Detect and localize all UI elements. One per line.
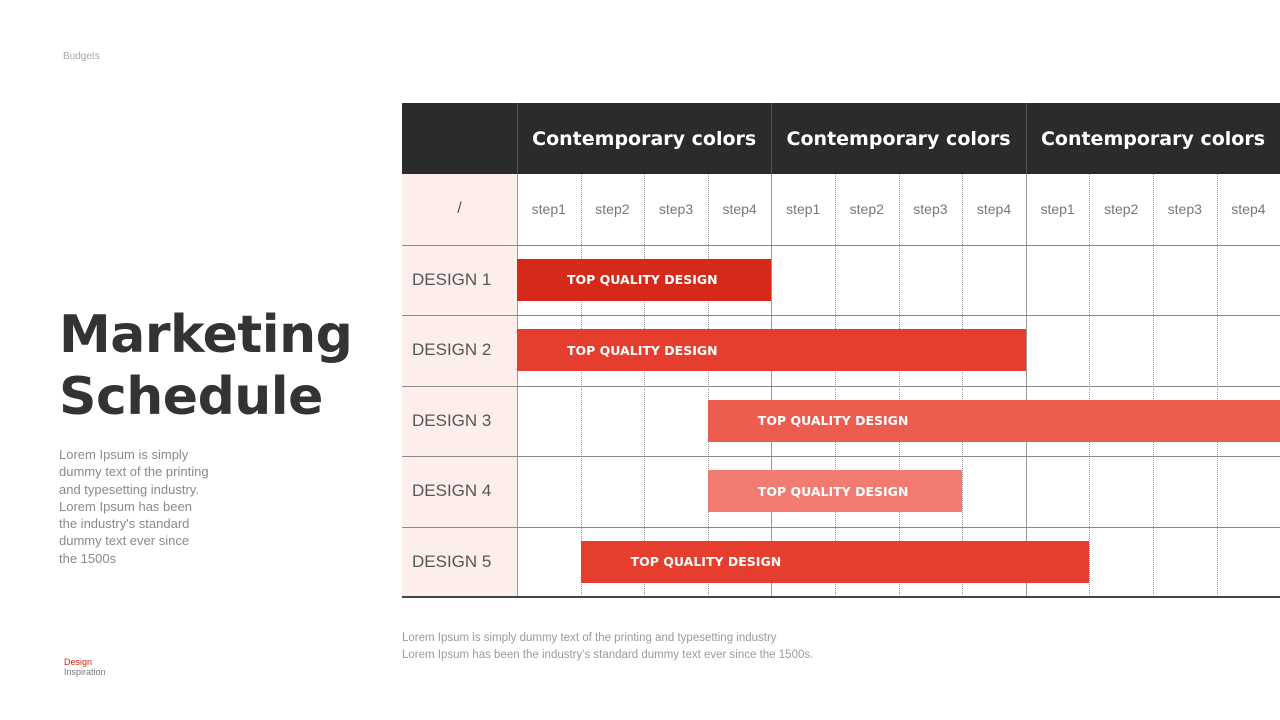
step-header: step2	[1104, 201, 1139, 217]
step-header: step4	[976, 201, 1012, 217]
group-header: Contemporary colors	[532, 127, 757, 150]
brand-line-2: Inspiration	[64, 667, 106, 677]
section-label: Budgets	[63, 51, 100, 62]
table-bottom-line	[402, 596, 1280, 598]
schedule-bar[interactable]: TOP QUALITY DESIGN	[708, 400, 1280, 442]
grid-row-line	[402, 456, 1280, 457]
corner-label: /	[457, 200, 462, 217]
title-line-1: Marketing	[59, 305, 353, 365]
group-header: Contemporary colors	[786, 127, 1011, 150]
schedule-table	[402, 103, 1280, 599]
schedule-bar[interactable]: TOP QUALITY DESIGN	[708, 470, 962, 512]
row-label: DESIGN 1	[412, 269, 492, 289]
group-header: Contemporary colors	[1040, 127, 1266, 150]
header-divider	[1026, 103, 1027, 174]
step-header: step2	[849, 201, 884, 217]
header-divider	[517, 103, 518, 174]
description-text: Lorem Ipsum is simply dummy text of the printing and typesetting industry. Lorem Ipsum has been the industry's standard dummy text ever since the 1500s	[59, 447, 209, 566]
row-label: DESIGN 2	[412, 340, 492, 359]
step-header: step3	[1167, 201, 1202, 217]
grid-row-line	[402, 527, 1280, 528]
grid-row-line	[402, 315, 1280, 316]
footnote-line-1: Lorem Ipsum is simply dummy text of the printing and typesetting industry	[402, 632, 777, 644]
step-header: step1	[1040, 201, 1075, 217]
footnote-line-2: Lorem Ipsum has been the industry's standard dummy text ever since the 1500s.	[402, 649, 814, 661]
step-header: step4	[722, 201, 757, 217]
step-header: step1	[786, 201, 821, 217]
footnote	[402, 630, 813, 664]
row-label: DESIGN 5	[412, 551, 492, 571]
schedule-bar[interactable]: TOP QUALITY DESIGN	[517, 259, 771, 301]
brand-line-1: Design	[64, 657, 93, 667]
step-header: step3	[913, 201, 948, 217]
row-label: DESIGN 3	[412, 410, 492, 430]
row-label: DESIGN 4	[412, 481, 492, 500]
brand-mark	[64, 657, 106, 677]
title-line-2: Schedule	[59, 367, 323, 427]
step-header: step3	[658, 201, 694, 217]
schedule-bar[interactable]: TOP QUALITY DESIGN	[581, 541, 1090, 583]
step-header: step1	[531, 201, 566, 217]
grid-row-line	[402, 386, 1280, 387]
schedule-bar[interactable]: TOP QUALITY DESIGN	[517, 329, 1026, 371]
step-header: step2	[595, 201, 630, 217]
header-divider	[771, 103, 772, 174]
page-title	[59, 304, 352, 428]
step-header: step4	[1231, 201, 1266, 217]
grid-row-line	[402, 245, 1280, 246]
